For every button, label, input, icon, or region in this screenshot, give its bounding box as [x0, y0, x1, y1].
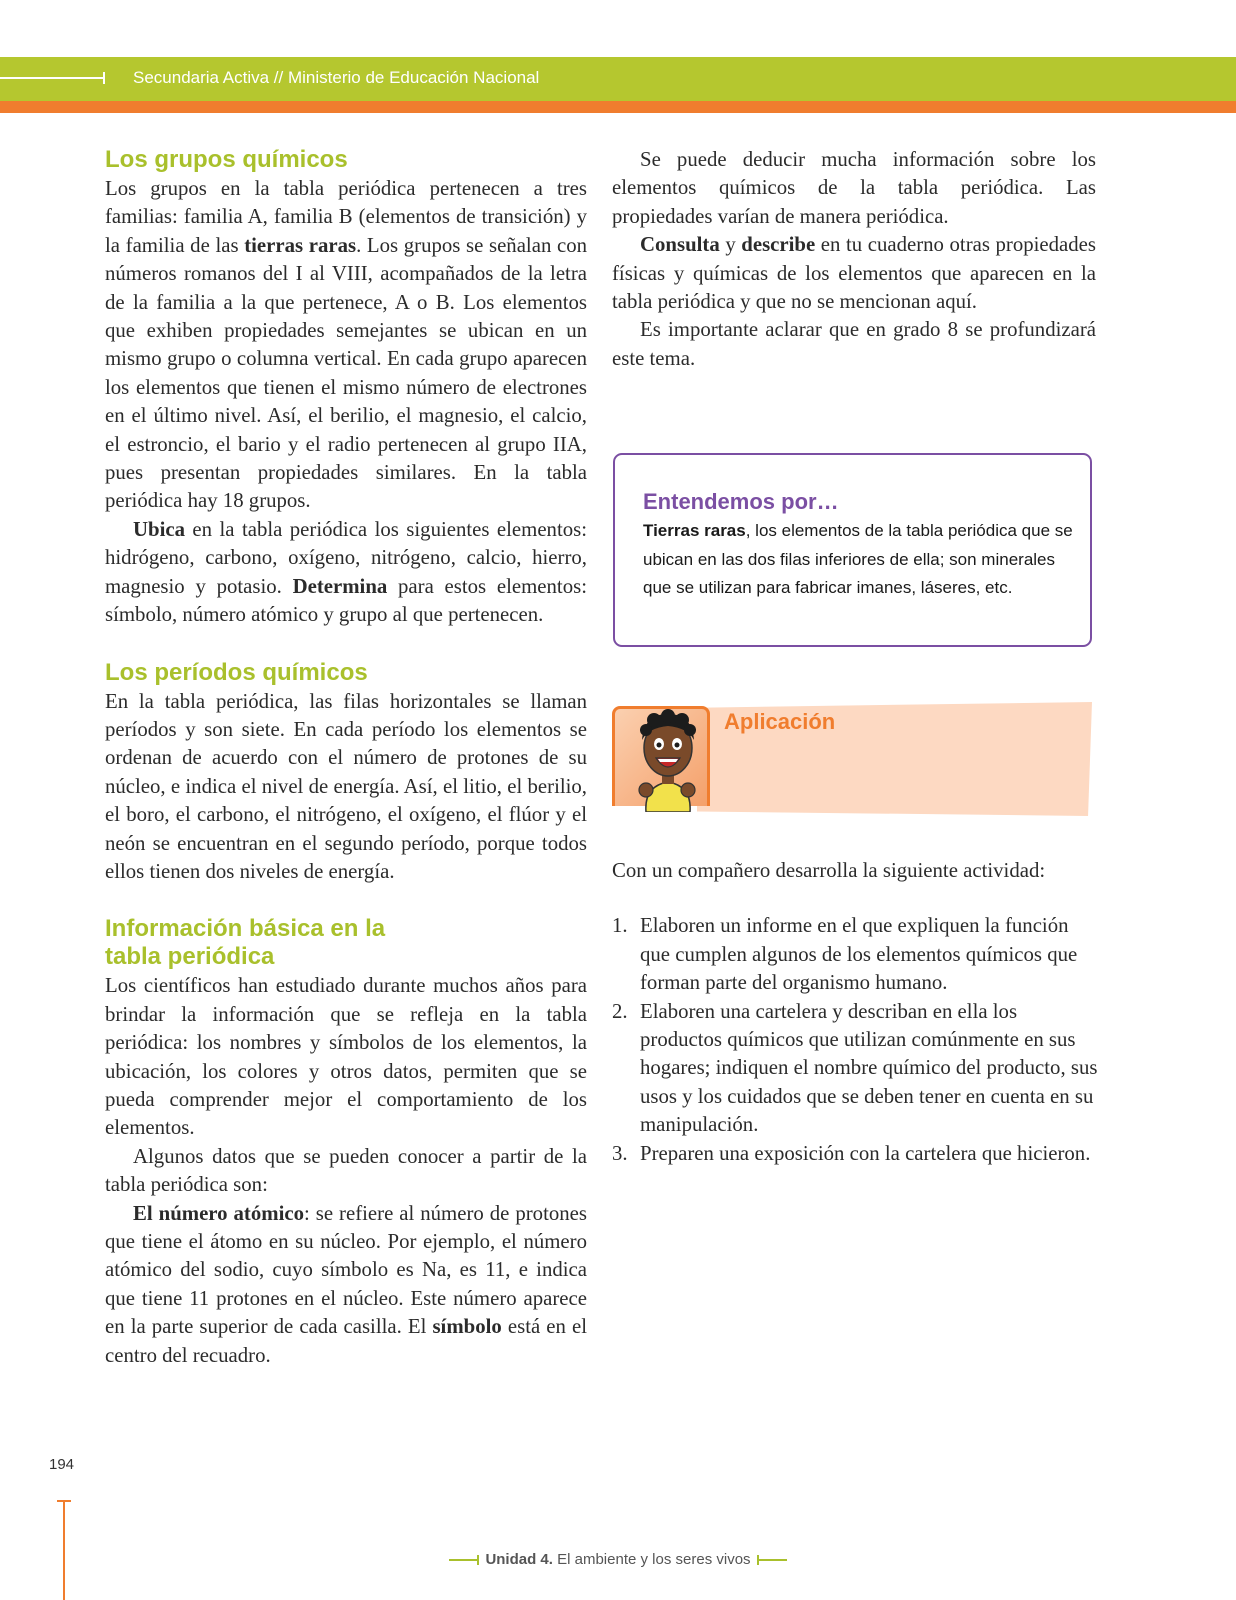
text: Los grupos en la tabla periódica pertenecen a tres familias: familia A, familia B (elementos de transición) y la familia de las — [105, 177, 587, 257]
list-text: Preparen una exposición con la cartelera que hicieron. — [640, 1141, 1091, 1165]
paragraph-numero-atomico — [105, 1200, 587, 1370]
list-number: 3. — [612, 1141, 628, 1165]
footer — [0, 1551, 1236, 1568]
margin-line — [63, 1500, 65, 1600]
list-item — [612, 998, 1102, 1140]
bold-term: tierras raras — [244, 233, 357, 257]
list-text: Elaboren una cartelera y describan en ella los productos químicos que utilizan comúnmente en sus hogares; indiquen el nombre químico del producto, sus usos y los cuidados que se deben tener en cuenta en su manipulación. — [640, 999, 1098, 1137]
paragraph-consulta — [612, 231, 1096, 316]
paragraph-grado-8: Es importante aclarar que en grado 8 se profundizará este tema. — [612, 318, 1096, 370]
footer-rule-right — [757, 1559, 787, 1562]
application-title: Aplicación — [724, 709, 836, 734]
heading-periodos: Los períodos químicos — [105, 658, 368, 686]
heading-grupos: Los grupos químicos — [105, 146, 348, 173]
paragraph-cientificos: Los científicos han estudiado durante muchos años para brindar la información que se refleja en la tabla periódica: los nombres y símbolos de los elementos, la ubicación, los colores y otros datos, permiten que se pueda comprender mejor el comportamiento de los elementos. — [105, 974, 587, 1140]
bold-term: describe — [741, 233, 816, 257]
text: : se refiere al número de protones que tiene el átomo en su núcleo. Por ejemplo, el número atómico del sodio, cuyo símbolo es Na, es 11, e indica que tiene 11 protones en el núcleo. Este número aparece en la parte superior de cada casilla. El — [105, 1201, 587, 1339]
text: en la tabla periódica los siguientes elementos: hidrógeno, carbono, oxígeno, nitrógeno, calcio, hierro, magnesio y potasio. — [105, 517, 587, 598]
paragraph-ubica — [105, 516, 587, 630]
heading-line: Información básica en la — [105, 915, 386, 943]
header-accent-stripe — [0, 101, 1236, 113]
list-number: 2. — [612, 999, 628, 1023]
paragraph-periodos: En la tabla periódica, las filas horizontales se llaman períodos y son siete. En cada período los elementos se ordenan de acuerdo con el número de protones de su núcleo, e indica el nivel de energía. Así, el litio, el berilio, el boro, el carbono, el nitrógeno, el oxígeno, el flúor y el neón se encuentran en el segundo período, porque todos ellos tienen dos niveles de energía. — [105, 689, 587, 883]
bold-term: Ubica — [133, 517, 185, 541]
activity-section — [612, 857, 1102, 1168]
definition-term: Tierras raras — [643, 521, 746, 540]
paragraph-grupos — [105, 175, 587, 516]
definition-title: Entendemos por… — [643, 489, 839, 514]
header-rule-tick — [103, 72, 105, 84]
text: . Los grupos se señalan con números romanos del I al VIII, acompañados de la letra de la familia a la que pertenece, A o B. Los elementos que exhiben propiedades semejantes se ubican en un mismo grupo o columna vertical. En cada grupo aparecen los elementos que tienen el mismo número de electrones en el último nivel. Así, el berilio, el magnesio, el calcio, el estroncio, el bario y el radio pertenecen al grupo IIA, pues presentan propiedades similares. En la tabla periódica hay 18 grupos. — [105, 233, 588, 513]
header-title: Secundaria Activa // Ministerio de Educación Nacional — [133, 68, 540, 87]
bold-term: El número atómico — [133, 1201, 304, 1225]
text: , los elementos de la tabla periódica que se ubican en las dos filas inferiores de ella; son minerales que se utilizan para fabricar imanes, láseres, etc. — [643, 521, 1073, 597]
footer-rule-left — [449, 1559, 479, 1562]
definition-box — [613, 453, 1092, 647]
left-column — [105, 146, 587, 1370]
list-text: Elaboren un informe en el que expliquen la función que cumplen algunos de los elementos químicos que forman parte del organismo humano. — [640, 914, 1078, 995]
list-number: 1. — [612, 914, 628, 938]
footer-unit-title: El ambiente y los seres vivos — [557, 1551, 751, 1568]
student-illustration-icon — [628, 700, 708, 812]
bold-term: Determina — [292, 574, 388, 598]
definition-text — [643, 517, 1083, 603]
text: está en el centro del recuadro. — [105, 1315, 587, 1367]
list-item — [612, 912, 1102, 997]
bold-term: Consulta — [640, 233, 720, 257]
right-column — [612, 146, 1096, 373]
activity-list — [612, 912, 1102, 1168]
text: y — [719, 233, 742, 257]
paragraph-deducir: Se puede deducir mucha información sobre los elementos químicos de la tabla periódica. Las propiedades varían de manera periódica. — [612, 148, 1096, 228]
heading-line: tabla periódica — [105, 943, 275, 971]
text: en tu cuaderno otras propiedades físicas y químicas de los elementos que aparecen en la tabla periódica y que no se mencionan aquí. — [612, 233, 1097, 314]
bold-term: símbolo — [432, 1315, 502, 1339]
list-item — [612, 1140, 1102, 1168]
text: para estos elementos: símbolo, número atómico y grupo al que pertenecen. — [105, 574, 587, 627]
page-number: 194 — [49, 1456, 75, 1473]
footer-unit: Unidad 4. — [485, 1551, 553, 1568]
header-rule — [0, 77, 103, 79]
heading-informacion — [105, 915, 587, 971]
paragraph-algunos-datos: Algunos datos que se pueden conocer a partir de la tabla periódica son: — [105, 1144, 587, 1197]
activity-intro: Con un compañero desarrolla la siguiente actividad: — [612, 859, 1046, 882]
